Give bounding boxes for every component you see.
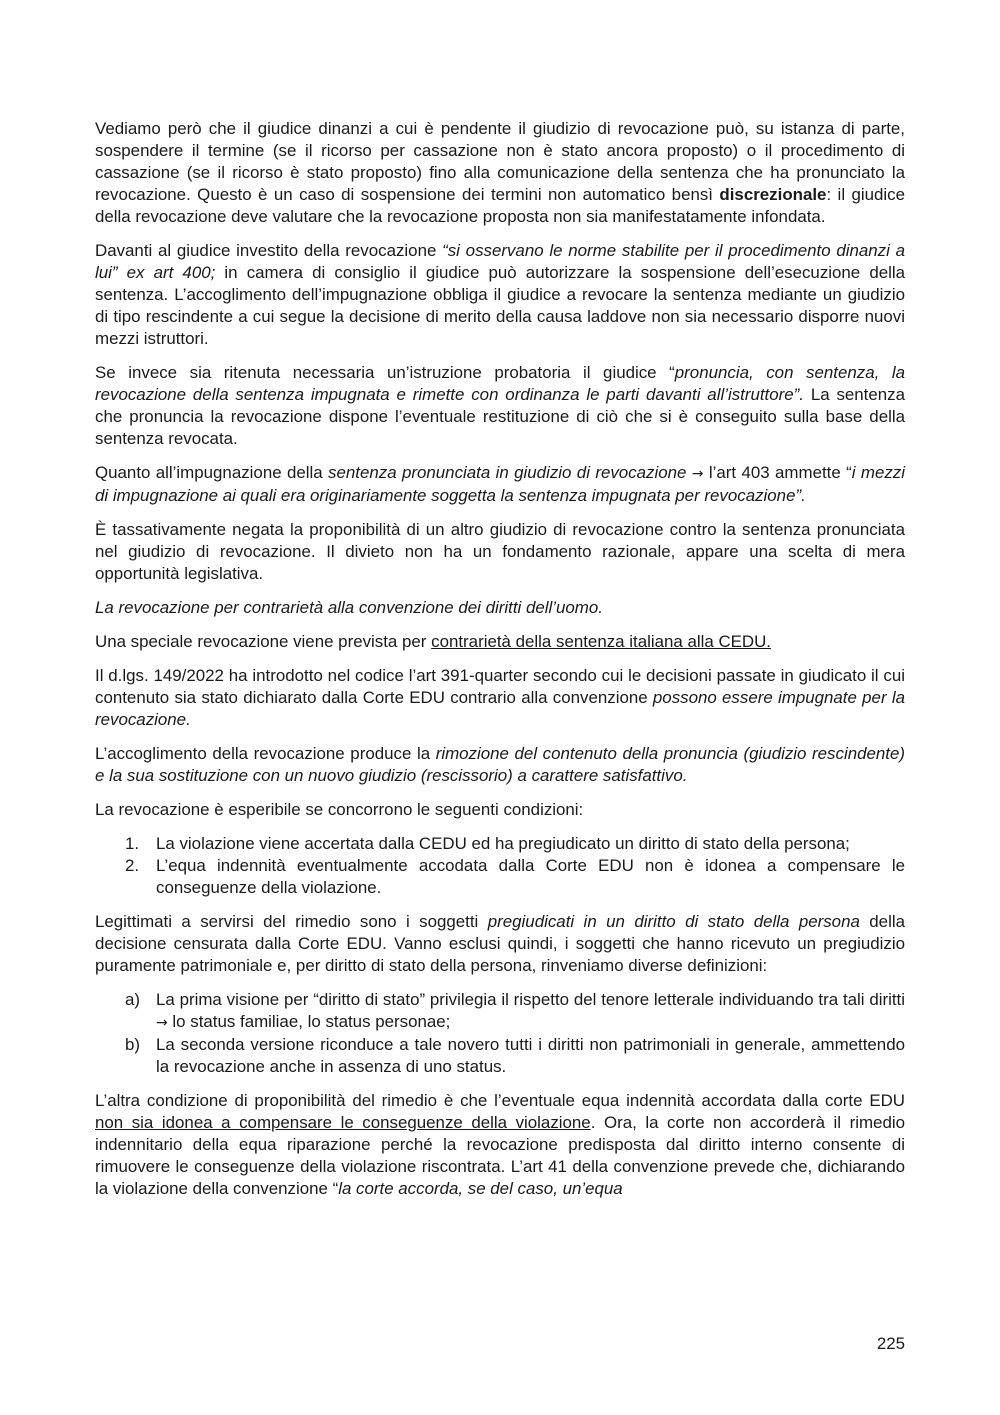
- text-run: Una speciale revocazione viene prevista per: [95, 632, 432, 651]
- list-item: [95, 1034, 905, 1078]
- list-item: [95, 855, 905, 899]
- arrow-right-icon: →: [691, 466, 704, 482]
- paragraph-speciale: [95, 631, 905, 653]
- paragraph-condizioni-intro: La revocazione è esperibile se concorrono le seguenti condizioni:: [95, 800, 584, 819]
- text-run: Davanti al giudice investito della revocazione: [95, 241, 443, 260]
- list-letter: a): [125, 990, 141, 1009]
- arrow-right-icon: →: [156, 1015, 168, 1031]
- text-run: L’accoglimento della revocazione produce la: [95, 744, 436, 763]
- bold-term: discrezionale: [719, 185, 827, 204]
- paragraph-dlgs: [95, 665, 905, 731]
- text-run: in camera di consiglio il giudice può autorizzare la sospensione dell’esecuzione della sentenza. L’accoglimento dell’impugnazione obbliga il giudice a revocare la sentenza mediante un giudizio di tipo rescindente a cui segue la decisione di merito della causa laddove non sia necessario disporre nuovi mezzi istruttori.: [95, 263, 906, 348]
- text-run: Legittimati a servirsi del rimedio sono i soggetti: [95, 912, 488, 931]
- section-heading: La revocazione per contrarietà alla convenzione dei diritti dell’uomo.: [95, 598, 603, 617]
- paragraph-accoglimento: [95, 743, 905, 787]
- text-run: l’art 403 ammette “: [703, 463, 852, 482]
- list-text: L’equa indennità eventualmente accodata dalla Corte EDU non è idonea a compensare le conseguenze della violazione.: [156, 856, 905, 897]
- conditions-list: [95, 833, 905, 899]
- italic-quote: “si osservano le norme stabilite per il procedimento dinanzi a lui” ex art 400;: [95, 241, 905, 282]
- paragraph-impugnazione: [95, 462, 905, 507]
- paragraph-istruzione: [95, 362, 905, 450]
- list-text: La violazione viene accertata dalla CEDU ed ha pregiudicato un diritto di stato della persona;: [156, 834, 850, 853]
- paragraph-altra-condizione: [95, 1090, 905, 1200]
- text-run: La sentenza che pronuncia la revocazione dispone l’eventuale restituzione di ciò che si è conseguito sulla base della sentenza revocata.: [95, 385, 905, 448]
- definitions-list: [95, 989, 905, 1078]
- text-run: Vediamo però che il giudice dinanzi a cui è pendente il giudizio di revocazione può, su istanza di parte, sospendere il termine (se il ricorso per cassazione non è stato ancora proposto) o il procedimento di cassazione (se il ricorso è stato proposto) fino alla comunicazione della sentenza che ha pronunciato la revocazione. Questo è un caso di sospensione dei termini non automatico bensì: [95, 119, 905, 204]
- list-text: La prima visione per “diritto di stato” privilegia il rispetto del tenore letterale individuando tra tali diritti: [156, 990, 905, 1009]
- italic-term: possono essere impugnate per la revocazione.: [95, 688, 906, 729]
- italic-term: sentenza pronunciata in giudizio di revocazione: [328, 463, 687, 482]
- italic-quote: pronuncia, con sentenza, la revocazione della sentenza impugnata e rimette con ordinanza le parti davanti all’istruttore”.: [95, 363, 905, 404]
- list-number: 1.: [125, 834, 140, 853]
- italic-term: rimozione del contenuto della pronuncia (giudizio rescindente) e la sua sostituzione con un nuovo giudizio (rescissorio) a carattere satisfattivo.: [95, 744, 905, 785]
- text-run: Se invece sia ritenuta necessaria un’istruzione probatoria il giudice “: [95, 363, 675, 382]
- text-run: : il giudice della revocazione deve valutare che la revocazione proposta non sia manifestatamente infondata.: [95, 185, 906, 226]
- italic-quote: la corte accorda, se del caso, un’equa: [338, 1179, 623, 1198]
- paragraph-procedimento: [95, 240, 905, 350]
- list-letter: b): [125, 1035, 141, 1054]
- page-number: 225: [876, 1334, 905, 1353]
- italic-quote: i mezzi di impugnazione ai quali era originariamente soggetta la sentenza impugnata per revocazione”.: [95, 463, 905, 505]
- text-run: della decisione censurata dalla Corte EDU. Vanno esclusi quindi, i soggetti che hanno ricevuto un pregiudizio puramente patrimoniale e, per diritto di stato della persona, rinveniamo diverse definizioni:: [95, 912, 905, 975]
- italic-term: pregiudicati in un diritto di stato della persona: [487, 912, 860, 931]
- paragraph-divieto: È tassativamente negata la proponibilità di un altro giudizio di revocazione contro la sentenza pronunciata nel giudizio di revocazione. Il divieto non ha un fondamento razionale, appare una scelta di mera opportunità legislativa.: [95, 520, 905, 583]
- list-item: [95, 833, 905, 855]
- underlined-term: contrarietà della sentenza italiana alla CEDU.: [431, 632, 771, 651]
- document-body: [95, 118, 905, 1212]
- text-run: L’altra condizione di proponibilità del rimedio è che l’eventuale equa indennità accordata dalla corte EDU: [95, 1091, 905, 1110]
- list-item: [95, 989, 905, 1034]
- paragraph-legittimati: [95, 911, 905, 977]
- list-number: 2.: [125, 856, 140, 875]
- text-run: Il d.lgs. 149/2022 ha introdotto nel codice l’art 391-quarter secondo cui le decisioni passate in giudicato il cui contenuto sia stato dichiarato dalla Corte EDU contrario alla convenzione: [95, 666, 905, 707]
- list-text: La seconda versione riconduce a tale novero tutti i diritti non patrimoniali in generale, ammettendo la revocazione anche in assenza di uno status.: [156, 1035, 905, 1076]
- text-run: Quanto all’impugnazione della: [95, 463, 329, 482]
- paragraph-sospensione: [95, 118, 905, 228]
- underlined-term: non sia idonea a compensare le conseguenze della violazione: [95, 1113, 591, 1132]
- list-text: lo status familiae, lo status personae;: [167, 1012, 451, 1031]
- text-run: . Ora, la corte non accorderà il rimedio indennitario della equa riparazione perché la revocazione predisposta dal diritto interno consente di rimuovere le conseguenze della violazione riscontrata. L’art 41 della convenzione prevede che, dichiarando la violazione della convenzione “: [95, 1113, 905, 1198]
